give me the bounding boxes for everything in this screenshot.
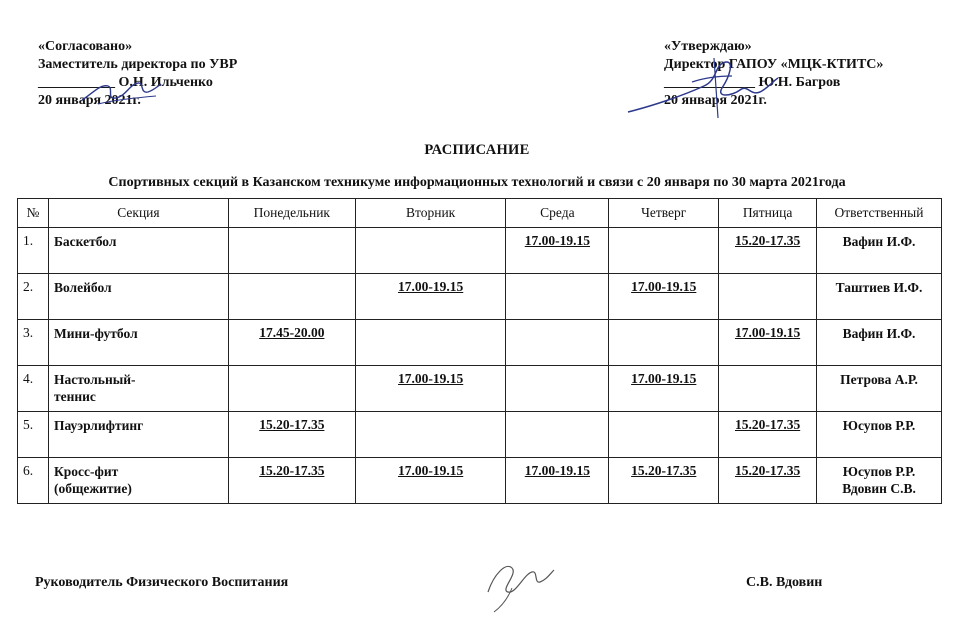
header-tuesday: Вторник <box>355 199 506 228</box>
cell-thursday <box>609 412 719 458</box>
table-row <box>18 366 942 412</box>
footer-name: С.В. Вдовин <box>746 575 823 590</box>
row-number: 3. <box>18 320 49 366</box>
cell-tuesday <box>355 228 506 274</box>
header-section: Секция <box>48 199 228 228</box>
row-responsible: Юсупов Р.Р. <box>817 412 942 458</box>
cell-tuesday: 17.00-19.15 <box>355 274 506 320</box>
document-title: РАСПИСАНИЕ <box>424 142 530 158</box>
header-number: № <box>18 199 49 228</box>
approval-right-position: Директор ГАПОУ «МЦК-КТИТС» <box>664 57 884 72</box>
row-section: Кросс-фит (общежитие) <box>48 458 228 504</box>
cell-friday: 17.00-19.15 <box>719 320 817 366</box>
table-row <box>18 458 942 504</box>
cell-tuesday <box>355 412 506 458</box>
cell-thursday: 17.00-19.15 <box>609 366 719 412</box>
cell-thursday: 17.00-19.15 <box>609 274 719 320</box>
approval-right-date: 20 января 2021г. <box>664 93 767 108</box>
cell-monday <box>228 228 355 274</box>
cell-tuesday: 17.00-19.15 <box>355 458 506 504</box>
cell-monday: 15.20-17.35 <box>228 412 355 458</box>
table-row <box>18 320 942 366</box>
cell-friday: 15.20-17.35 <box>719 458 817 504</box>
approval-left-heading: «Согласовано» <box>38 39 133 54</box>
header-responsible: Ответственный <box>817 199 942 228</box>
cell-wednesday <box>506 412 609 458</box>
cell-tuesday: 17.00-19.15 <box>355 366 506 412</box>
cell-monday: 17.45-20.00 <box>228 320 355 366</box>
row-number: 2. <box>18 274 49 320</box>
table-row <box>18 228 942 274</box>
row-number: 6. <box>18 458 49 504</box>
header-wednesday: Среда <box>506 199 609 228</box>
cell-thursday <box>609 320 719 366</box>
header-thursday: Четверг <box>609 199 719 228</box>
row-responsible: Вафин И.Ф. <box>817 320 942 366</box>
cell-monday <box>228 366 355 412</box>
approval-right-signature-line: _____________ Ю.Н. Багров <box>664 75 841 90</box>
cell-thursday: 15.20-17.35 <box>609 458 719 504</box>
approval-left-date: 20 января 2021г. <box>38 93 141 108</box>
row-section: Баскетбол <box>48 228 228 274</box>
signature-right-icon <box>622 52 782 124</box>
table-row <box>18 274 942 320</box>
row-section: Пауэрлифтинг <box>48 412 228 458</box>
cell-thursday <box>609 228 719 274</box>
cell-wednesday <box>506 366 609 412</box>
cell-friday: 15.20-17.35 <box>719 412 817 458</box>
cell-friday <box>719 274 817 320</box>
cell-wednesday <box>506 320 609 366</box>
row-number: 1. <box>18 228 49 274</box>
cell-wednesday: 17.00-19.15 <box>506 228 609 274</box>
row-number: 5. <box>18 412 49 458</box>
row-responsible: Таштиев И.Ф. <box>817 274 942 320</box>
approval-left-signature-line: ___________ О.Н. Ильченко <box>38 75 213 90</box>
row-responsible: Вафин И.Ф. <box>817 228 942 274</box>
cell-wednesday <box>506 274 609 320</box>
table-row <box>18 412 942 458</box>
header-friday: Пятница <box>719 199 817 228</box>
footer-role: Руководитель Физического Воспитания <box>35 575 289 590</box>
cell-friday: 15.20-17.35 <box>719 228 817 274</box>
row-section: Настольный-теннис <box>48 366 228 412</box>
cell-monday: 15.20-17.35 <box>228 458 355 504</box>
signature-left-icon <box>78 70 163 110</box>
document-subtitle: Спортивных секций в Казанском техникуме информационных технологий и связи с 20 января по 30 марта 2021года <box>108 175 846 190</box>
approval-right-heading: «Утверждаю» <box>664 39 752 54</box>
schedule-table <box>17 198 942 504</box>
approval-left-position: Заместитель директора по УВР <box>38 57 238 72</box>
header-monday: Понедельник <box>228 199 355 228</box>
row-responsible: Юсупов Р.Р. Вдовин С.В. <box>817 458 942 504</box>
row-responsible: Петрова А.Р. <box>817 366 942 412</box>
cell-tuesday <box>355 320 506 366</box>
signature-footer-icon <box>478 552 558 616</box>
cell-monday <box>228 274 355 320</box>
row-section: Волейбол <box>48 274 228 320</box>
table-header-row <box>18 199 942 228</box>
row-section: Мини-футбол <box>48 320 228 366</box>
cell-friday <box>719 366 817 412</box>
cell-wednesday: 17.00-19.15 <box>506 458 609 504</box>
row-number: 4. <box>18 366 49 412</box>
